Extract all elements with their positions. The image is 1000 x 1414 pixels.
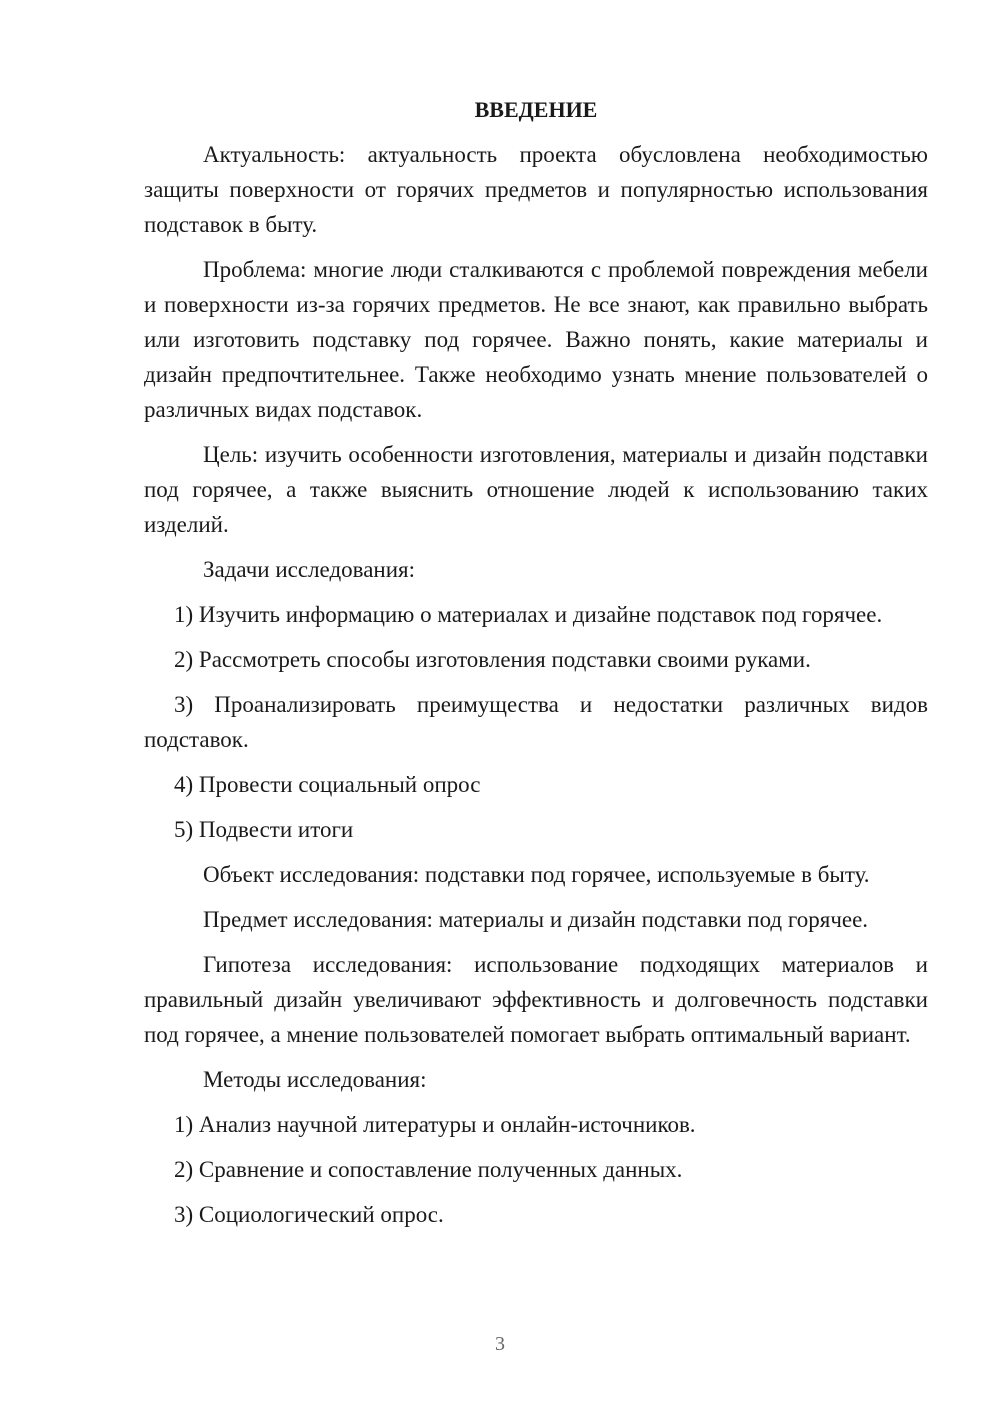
tasks-heading: Задачи исследования:: [203, 557, 416, 582]
method-item-3: 3) Социологический опрос.: [174, 1202, 444, 1227]
page-title: ВВЕДЕНИЕ: [474, 97, 598, 122]
page-number: 3: [495, 1333, 505, 1355]
task-item-1: 1) Изучить информацию о материалах и дизайне подставок под горячее.: [174, 602, 883, 627]
relevance-paragraph: Актуальность: актуальность проекта обусловлена необходимостью защиты поверхности от горячих предметов и популярностью использования подставок в быту.: [144, 142, 928, 237]
methods-heading: Методы исследования:: [203, 1067, 427, 1092]
problem-paragraph: Проблема: многие люди сталкиваются с проблемой повреждения мебели и поверхности из-за горячих предметов. Не все знают, как правильно выбрать или изготовить подставку под горячее. Важно понять, какие материалы и дизайн предпочтительнее. Также необходимо узнать мнение пользователей о различных видах подставок.: [144, 257, 928, 422]
subject-paragraph: Предмет исследования: материалы и дизайн подставки под горячее.: [203, 907, 869, 932]
method-item-2: 2) Сравнение и сопоставление полученных данных.: [174, 1157, 683, 1182]
task-item-3: 3) Проанализировать преимущества и недостатки различных видов подставок.: [144, 692, 928, 752]
goal-paragraph: Цель: изучить особенности изготовления, материалы и дизайн подставки под горячее, а также выяснить отношение людей к использованию таких изделий.: [144, 442, 928, 537]
object-paragraph: Объект исследования: подставки под горячее, используемые в быту.: [203, 862, 870, 887]
task-item-5: 5) Подвести итоги: [174, 817, 354, 842]
document-page: [144, 92, 928, 1242]
task-item-4: 4) Провести социальный опрос: [174, 772, 481, 797]
method-item-1: 1) Анализ научной литературы и онлайн-источников.: [174, 1112, 696, 1137]
hypothesis-paragraph: Гипотеза исследования: использование подходящих материалов и правильный дизайн увеличивают эффективность и долговечность подставки под горячее, а мнение пользователей помогает выбрать оптимальный вариант.: [144, 952, 928, 1047]
task-item-2: 2) Рассмотреть способы изготовления подставки своими руками.: [174, 647, 811, 672]
